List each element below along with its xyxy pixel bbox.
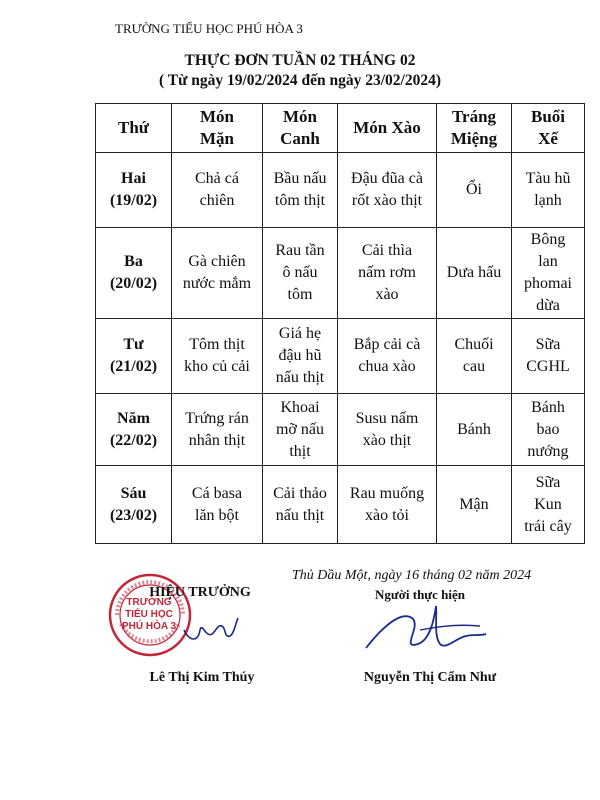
weekly-menu-table	[95, 103, 585, 544]
stir-fry-cell: Cải thìa nấm rơm xào	[338, 228, 437, 319]
table-row	[96, 466, 585, 544]
place-and-date: Thủ Dầu Một, ngày 16 tháng 02 năm 2024	[292, 568, 532, 583]
principal-role: HIỆU TRƯỞNG	[149, 585, 251, 600]
header-soup: Món Canh	[263, 104, 338, 153]
seal-text: TRƯỜNG TIỂU HỌC PHÚ HÒA 3	[121, 597, 177, 632]
header-afternoon-snack: Buổi Xế	[512, 104, 585, 153]
day-cell: Hai (19/02)	[96, 153, 172, 228]
menu-title: THỰC ĐƠN TUẦN 02 THÁNG 02	[184, 52, 416, 69]
soup-cell: Giá hẹ đậu hũ nấu thịt	[263, 319, 338, 394]
dessert-cell: Dưa hấu	[437, 228, 512, 319]
snack-cell: Bông lan phomai dừa	[512, 228, 585, 319]
stir-fry-cell: Susu nấm xào thịt	[338, 394, 437, 466]
snack-cell: Bánh bao nướng	[512, 394, 585, 466]
header-stir-fry: Món Xào	[338, 104, 437, 153]
main-dish-cell: Gà chiên nước mắm	[172, 228, 263, 319]
stir-fry-cell: Rau muống xào tỏi	[338, 466, 437, 544]
table-row	[96, 394, 585, 466]
soup-cell: Bầu nấu tôm thịt	[263, 153, 338, 228]
soup-cell: Cải thảo nấu thịt	[263, 466, 338, 544]
dessert-cell: Chuối cau	[437, 319, 512, 394]
main-dish-cell: Chả cá chiên	[172, 153, 263, 228]
day-cell: Tư (21/02)	[96, 319, 172, 394]
stir-fry-cell: Bắp cải cà chua xào	[338, 319, 437, 394]
menu-date-range: ( Từ ngày 19/02/2024 đến ngày 23/02/2024)	[158, 72, 442, 89]
main-dish-cell: Cá basa lăn bột	[172, 466, 263, 544]
day-cell: Sáu (23/02)	[96, 466, 172, 544]
main-dish-cell: Trứng rán nhân thịt	[172, 394, 263, 466]
main-dish-cell: Tôm thịt kho củ cải	[172, 319, 263, 394]
preparer-name: Nguyễn Thị Cẩm Như	[363, 670, 497, 685]
preparer-role: Người thực hiện	[375, 587, 465, 602]
table-row	[96, 319, 585, 394]
soup-cell: Rau tần ô nấu tôm	[263, 228, 338, 319]
dessert-cell: Bánh	[437, 394, 512, 466]
snack-cell: Sữa CGHL	[512, 319, 585, 394]
day-cell: Ba (20/02)	[96, 228, 172, 319]
header-dessert: Tráng Miệng	[437, 104, 512, 153]
header-main-dish: Món Mặn	[172, 104, 263, 153]
day-cell: Năm (22/02)	[96, 394, 172, 466]
preparer-signature-icon	[360, 600, 490, 660]
table-header-row	[96, 104, 585, 153]
stir-fry-cell: Đậu đũa cà rốt xào thịt	[338, 153, 437, 228]
principal-signature-icon	[180, 608, 240, 648]
header-day: Thứ	[96, 104, 172, 153]
school-name: TRƯỜNG TIỂU HỌC PHÚ HÒA 3	[115, 21, 303, 36]
principal-name: Lê Thị Kim Thúy	[149, 670, 255, 685]
soup-cell: Khoai mỡ nấu thịt	[263, 394, 338, 466]
snack-cell: Sữa Kun trái cây	[512, 466, 585, 544]
table-row	[96, 153, 585, 228]
snack-cell: Tàu hũ lạnh	[512, 153, 585, 228]
dessert-cell: Mận	[437, 466, 512, 544]
dessert-cell: Ổi	[437, 153, 512, 228]
table-row	[96, 228, 585, 319]
